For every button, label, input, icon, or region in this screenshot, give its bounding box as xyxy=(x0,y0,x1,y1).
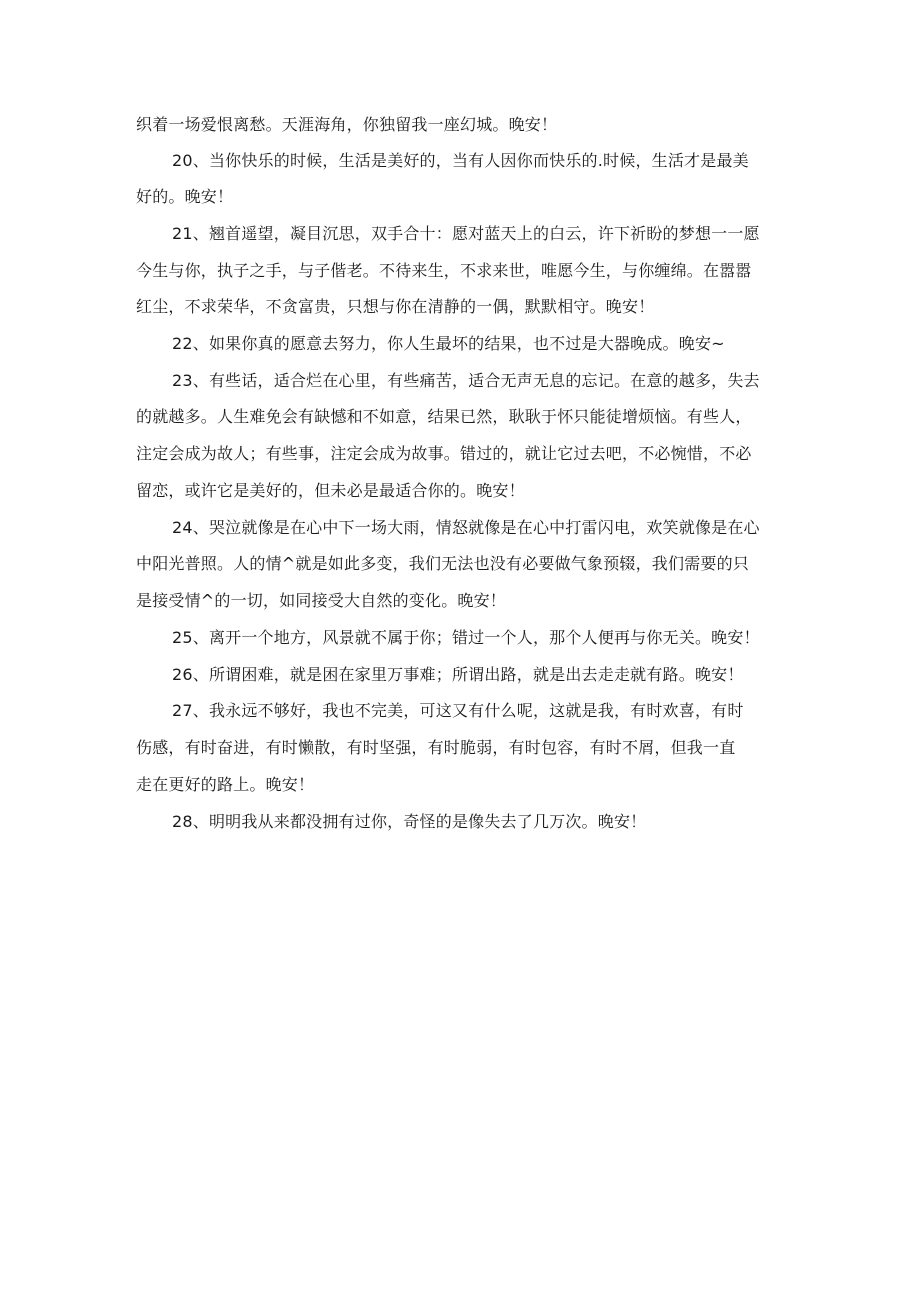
text-line: 的就越多。人生难免会有缺憾和不如意，结果已然，耿耿于怀只能徒增烦恼。有些人， xyxy=(136,407,752,426)
text-line: 留恋，或许它是美好的，但未必是最适合你的。晚安！ xyxy=(136,481,525,500)
text-line: 20、当你快乐的时候，生活是美好的，当有人因你而快乐的.时候，生活才是最美 xyxy=(172,151,749,170)
text-line: 织着一场爱恨离愁。天涯海角，你独留我一座幻城。晚安！ xyxy=(136,115,558,134)
text-line: 今生与你，执子之手，与子偕老。不待来生，不求来世，唯愿今生，与你缠绵。在嚣嚣 xyxy=(136,261,752,280)
text-line: 伤感，有时奋进，有时懒散，有时坚强，有时脆弱，有时包容，有时不屑，但我一直 xyxy=(136,738,736,757)
text-line: 21、翘首遥望，凝目沉思，双手合十：愿对蓝天上的白云，许下祈盼的梦想一一愿 xyxy=(172,224,760,243)
text-line: 红尘，不求荣华，不贪富贵，只想与你在清静的一偶，默默相守。晚安！ xyxy=(136,297,655,316)
text-line: 走在更好的路上。晚安！ xyxy=(136,775,315,794)
text-line: 22、如果你真的愿意去努力，你人生最坏的结果，也不过是大器晚成。晚安~ xyxy=(172,334,725,353)
text-line: 23、有些话，适合烂在心里，有些痛苦，适合无声无息的忘记。在意的越多，失去 xyxy=(172,371,760,390)
text-line: 25、离开一个地方，风景就不属于你；错过一个人，那个人便再与你无关。晚安！ xyxy=(172,628,760,647)
text-line: 26、所谓困难，就是困在家里万事难；所谓出路，就是出去走走就有路。晚安！ xyxy=(172,665,744,684)
text-line: 注定会成为故人；有些事，注定会成为故事。错过的，就让它过去吧，不必惋惜，不必 xyxy=(136,444,752,463)
text-line: 28、明明我从来都没拥有过你，奇怪的是像失去了几万次。晚安！ xyxy=(172,812,647,831)
text-line: 是接受情^的一切，如同接受大自然的变化。晚安！ xyxy=(136,591,507,610)
text-line: 24、哭泣就像是在心中下一场大雨，情怒就像是在心中打雷闪电，欢笑就像是在心 xyxy=(172,518,760,537)
text-line: 27、我永远不够好，我也不完美，可这又有什么呢，这就是我，有时欢喜，有时 xyxy=(172,701,744,720)
text-line: 好的。晚安！ xyxy=(136,187,234,206)
text-line: 中阳光普照。人的情^就是如此多变，我们无法也没有必要做气象预辍，我们需要的只 xyxy=(136,554,750,573)
